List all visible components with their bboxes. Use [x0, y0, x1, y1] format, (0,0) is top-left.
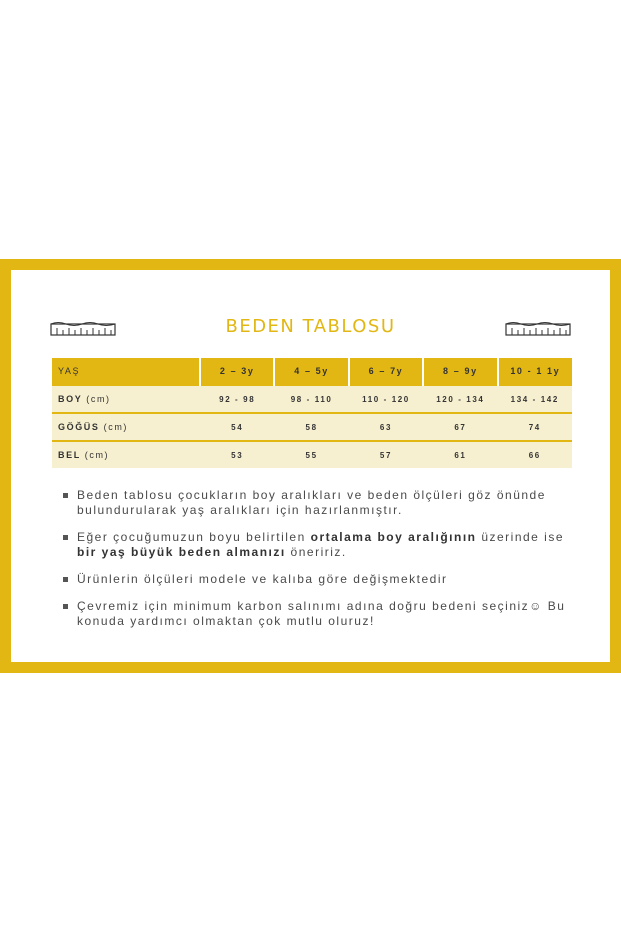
note-text: Ürünlerin ölçüleri modele ve kalıba göre değişmektedir — [77, 572, 448, 586]
row-unit: (cm) — [103, 422, 129, 432]
table-cell: 67 — [423, 413, 497, 441]
table-cell: 120 - 134 — [423, 385, 497, 413]
table-cell: 63 — [349, 413, 423, 441]
note-emphasis: bir yaş büyük beden almanızı — [77, 545, 286, 559]
bullet-icon — [63, 604, 68, 609]
table-cell: 54 — [200, 413, 274, 441]
page-title: BEDEN TABLOSU — [225, 316, 396, 337]
table-cell: 61 — [423, 441, 497, 468]
table-row — [52, 441, 572, 468]
list-item — [63, 488, 578, 518]
notes-list — [63, 488, 578, 641]
bullet-icon — [63, 577, 68, 582]
table-cell: 92 - 98 — [200, 385, 274, 413]
note-text: üzerinde ise — [476, 530, 565, 544]
bullet-icon — [63, 535, 68, 540]
table-cell: 57 — [349, 441, 423, 468]
note-text: öneririz. — [285, 545, 347, 559]
note-emphasis: ortalama boy aralığının — [310, 530, 477, 544]
table-cell: 74 — [498, 413, 572, 441]
list-item — [63, 599, 578, 629]
table-cell: 53 — [200, 441, 274, 468]
table-header-row — [52, 358, 572, 385]
list-item — [63, 572, 578, 587]
size-chart-frame — [0, 259, 621, 673]
table-cell: 110 - 120 — [349, 385, 423, 413]
table-cell: 55 — [274, 441, 348, 468]
bullet-icon — [63, 493, 68, 498]
table-cell: 58 — [274, 413, 348, 441]
ruler-icon — [505, 319, 571, 337]
header-cell: 10 - 1 1y — [498, 358, 572, 385]
row-label-text: BOY — [58, 394, 83, 404]
row-unit: (cm) — [84, 450, 110, 460]
size-table — [52, 358, 572, 468]
header-cell: 2 – 3y — [200, 358, 274, 385]
table-cell: 98 - 110 — [274, 385, 348, 413]
row-label-text: GÖĞÜS — [58, 422, 100, 432]
note-text: Eğer çocuğumuzun boyu belirtilen — [77, 530, 311, 544]
row-label — [52, 413, 200, 441]
note-text: Beden tablosu çocukların boy aralıkları ve beden ölçüleri göz önünde bulundurularak yaş aralıkları için hazırlanmıştır. — [77, 488, 546, 517]
table-row — [52, 385, 572, 413]
row-label-text: BEL — [58, 450, 81, 460]
table-row — [52, 413, 572, 441]
table-cell: 134 - 142 — [498, 385, 572, 413]
row-label — [52, 385, 200, 413]
header-cell: 4 – 5y — [274, 358, 348, 385]
header-cell-age: YAŞ — [52, 358, 200, 385]
row-unit: (cm) — [86, 394, 111, 404]
note-text: Çevremiz için minimum karbon salınımı adına doğru bedeni seçiniz☺ Bu konuda yardımcı olmaktan çok mutlu oluruz! — [77, 599, 566, 628]
header-cell: 8 – 9y — [423, 358, 497, 385]
header-cell: 6 – 7y — [349, 358, 423, 385]
table-cell: 66 — [498, 441, 572, 468]
list-item — [63, 530, 578, 560]
row-label — [52, 441, 200, 468]
